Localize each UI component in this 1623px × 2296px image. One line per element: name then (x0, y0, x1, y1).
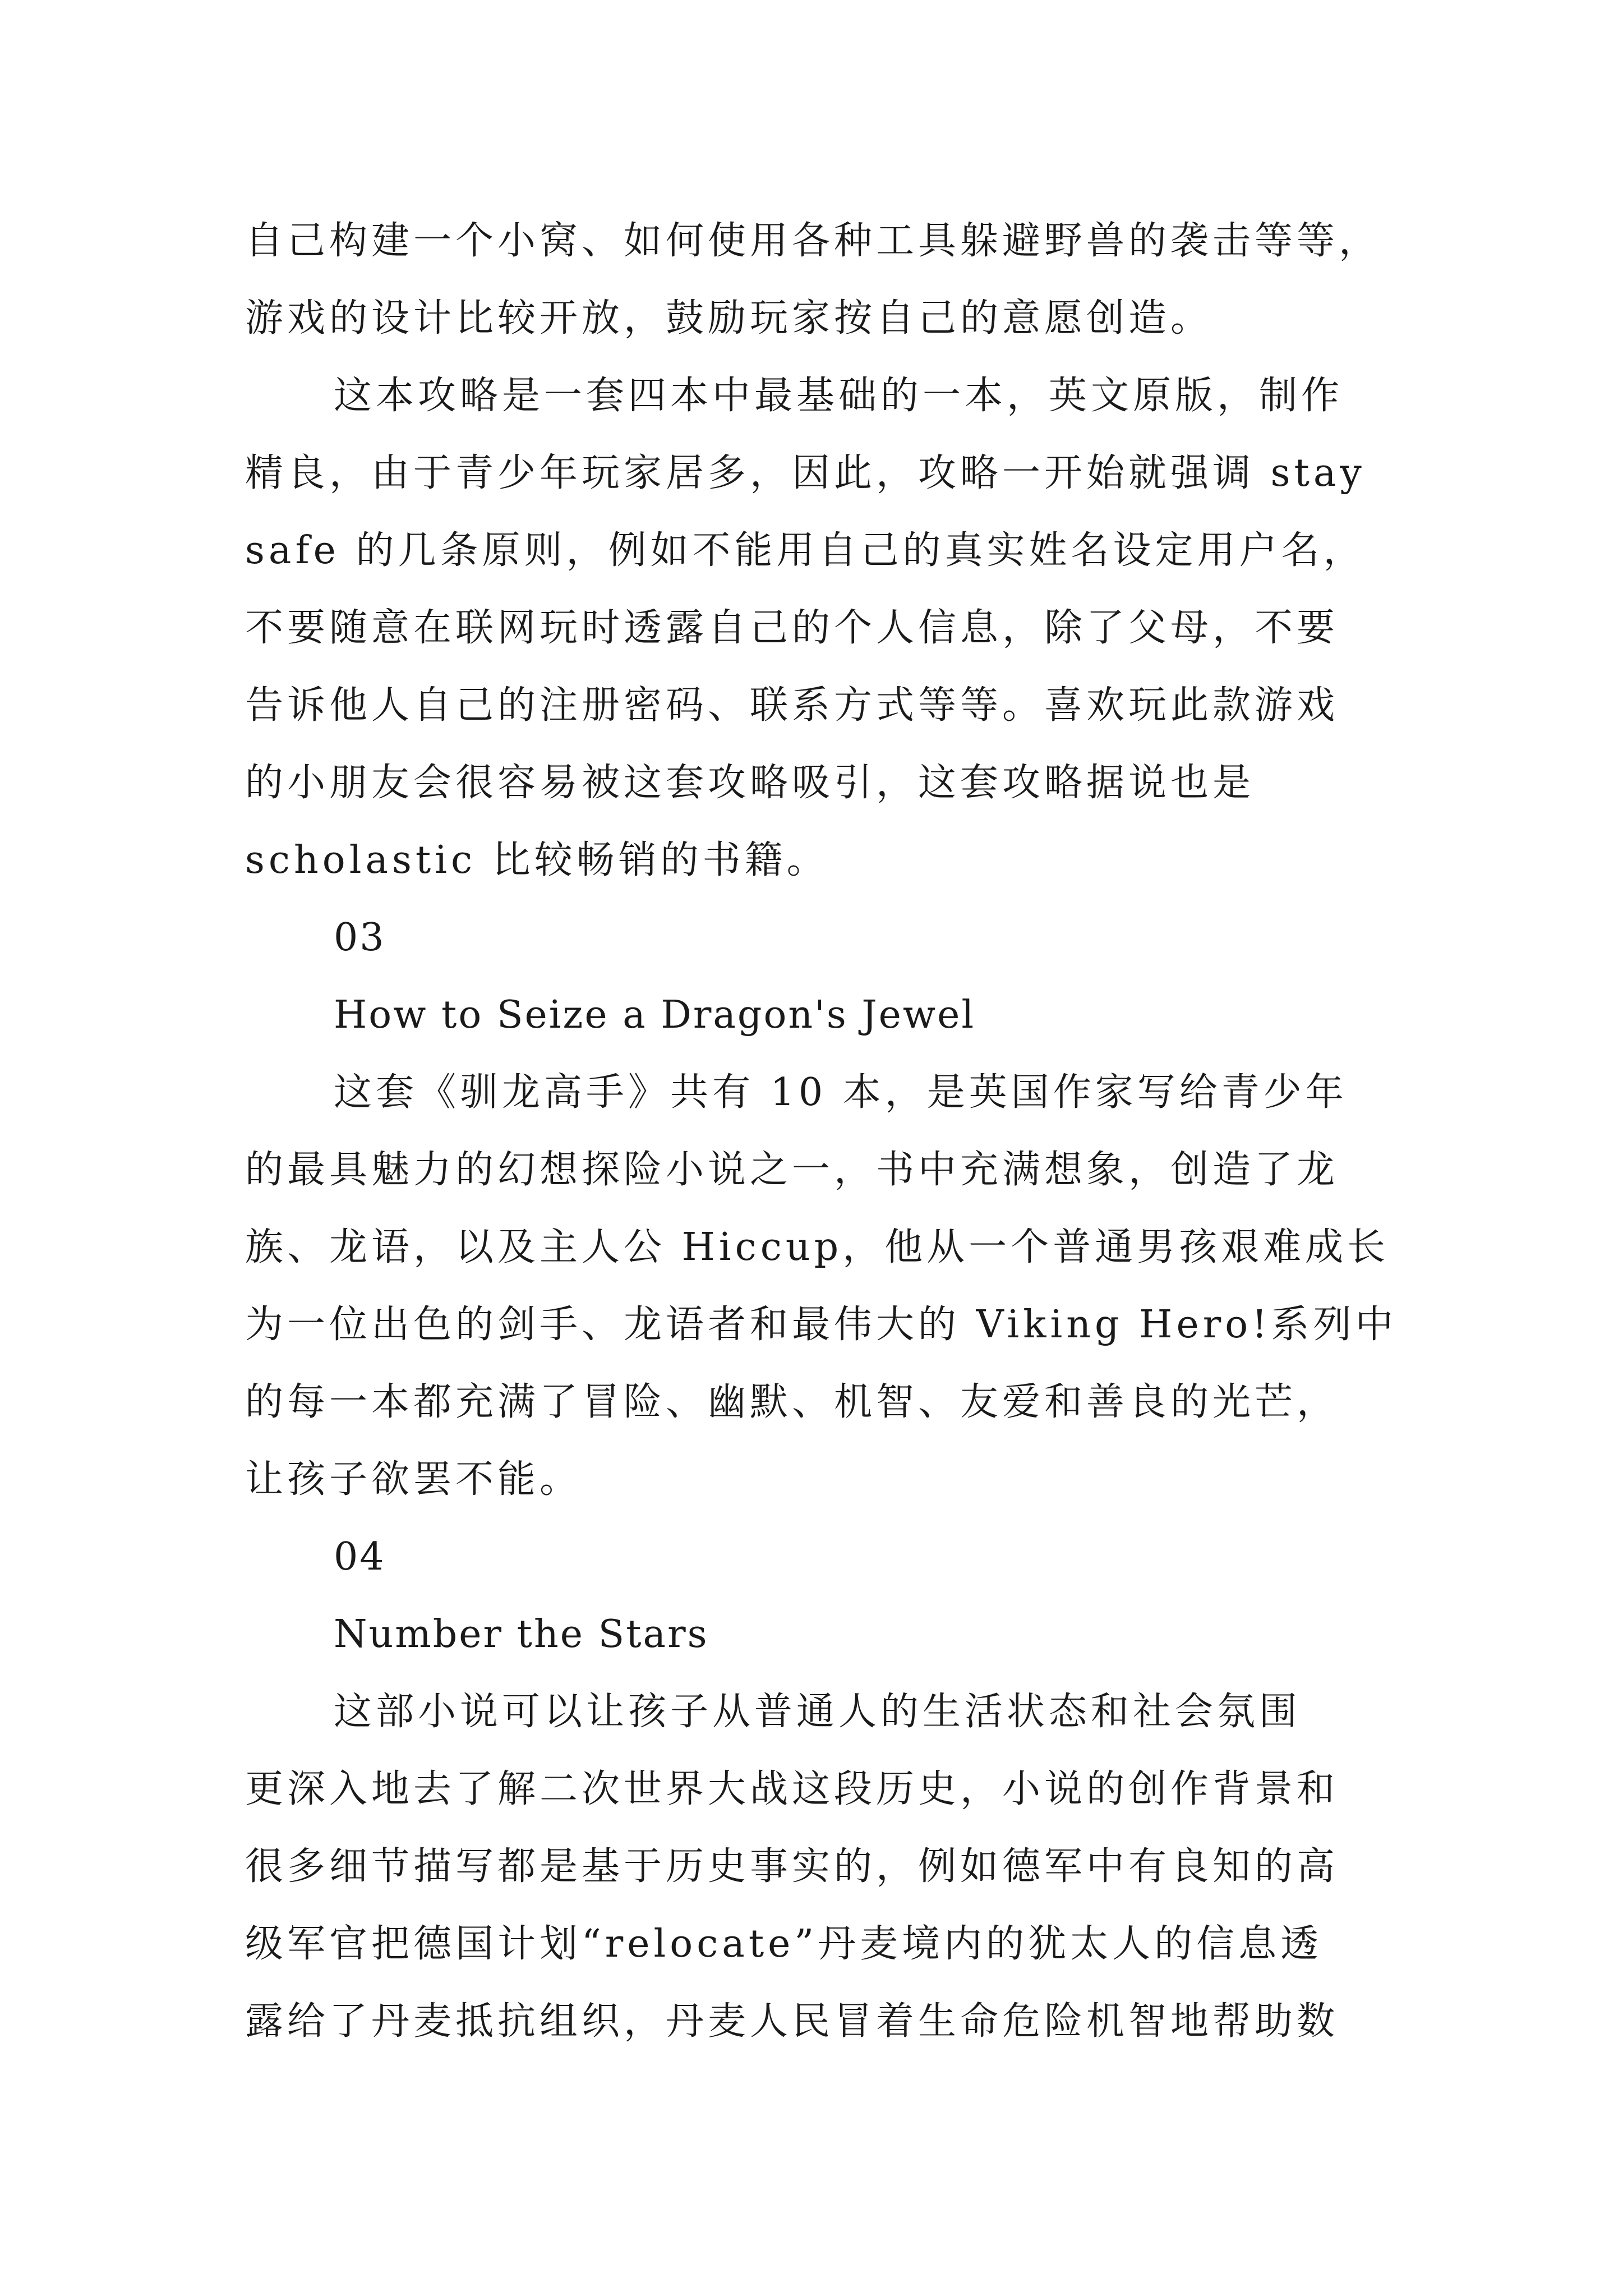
paragraph-line: 这部小说可以让孩子从普通人的生活状态和社会氛围 (334, 1690, 1302, 1734)
section-number: 03 (334, 915, 386, 960)
paragraph-line: 游戏的设计比较开放，鼓励玩家按自己的意愿创造。 (245, 296, 1213, 341)
paragraph-line: 露给了丹麦抵抗组织，丹麦人民冒着生命危险机智地帮助数 (245, 1999, 1339, 2044)
paragraph-line: 更深入地去了解二次世界大战这段历史，小说的创作背景和 (245, 1767, 1339, 1811)
paragraph-line: 级军官把德国计划“relocate”丹麦境内的犹太人的信息透 (245, 1922, 1323, 1966)
paragraph-line: 自己构建一个小窝、如何使用各种工具躲避野兽的袭击等等， (245, 219, 1381, 263)
paragraph-line: 很多细节描写都是基于历史事实的，例如德军中有良知的高 (245, 1844, 1339, 1889)
paragraph-line: 的每一本都充满了冒险、幽默、机智、友爱和善良的光芒， (245, 1380, 1339, 1424)
paragraph-line: 这本攻略是一套四本中最基础的一本，英文原版，制作 (334, 374, 1344, 418)
paragraph-line: 的最具魅力的幻想探险小说之一，书中充满想象，创造了龙 (245, 1148, 1339, 1192)
paragraph-line: 让孩子欲罢不能。 (245, 1457, 582, 1502)
paragraph-line: 族、龙语，以及主人公 Hiccup，他从一个普通男孩艰难成长 (245, 1225, 1390, 1269)
section-title: Number the Stars (334, 1612, 709, 1657)
paragraph-line: 告诉他人自己的注册密码、联系方式等等。喜欢玩此款游戏 (245, 683, 1339, 728)
paragraph-line: safe 的几条原则，例如不能用自己的真实姓名设定用户名， (245, 528, 1366, 573)
paragraph-line: 的小朋友会很容易被这套攻略吸引，这套攻略据说也是 (245, 761, 1255, 805)
section-number: 04 (334, 1535, 386, 1579)
paragraph-line: 这套《驯龙高手》共有 10 本，是英国作家写给青少年 (334, 1070, 1348, 1115)
paragraph-line: 为一位出色的剑手、龙语者和最伟大的 Viking Hero!系列中 (245, 1303, 1398, 1347)
paragraph-line: scholastic 比较畅销的书籍。 (245, 838, 829, 882)
section-title: How to Seize a Dragon's Jewel (334, 993, 976, 1037)
paragraph-line: 不要随意在联网玩时透露自己的个人信息，除了父母，不要 (245, 606, 1339, 650)
paragraph-line: 精良，由于青少年玩家居多，因此，攻略一开始就强调 stay (245, 451, 1366, 495)
